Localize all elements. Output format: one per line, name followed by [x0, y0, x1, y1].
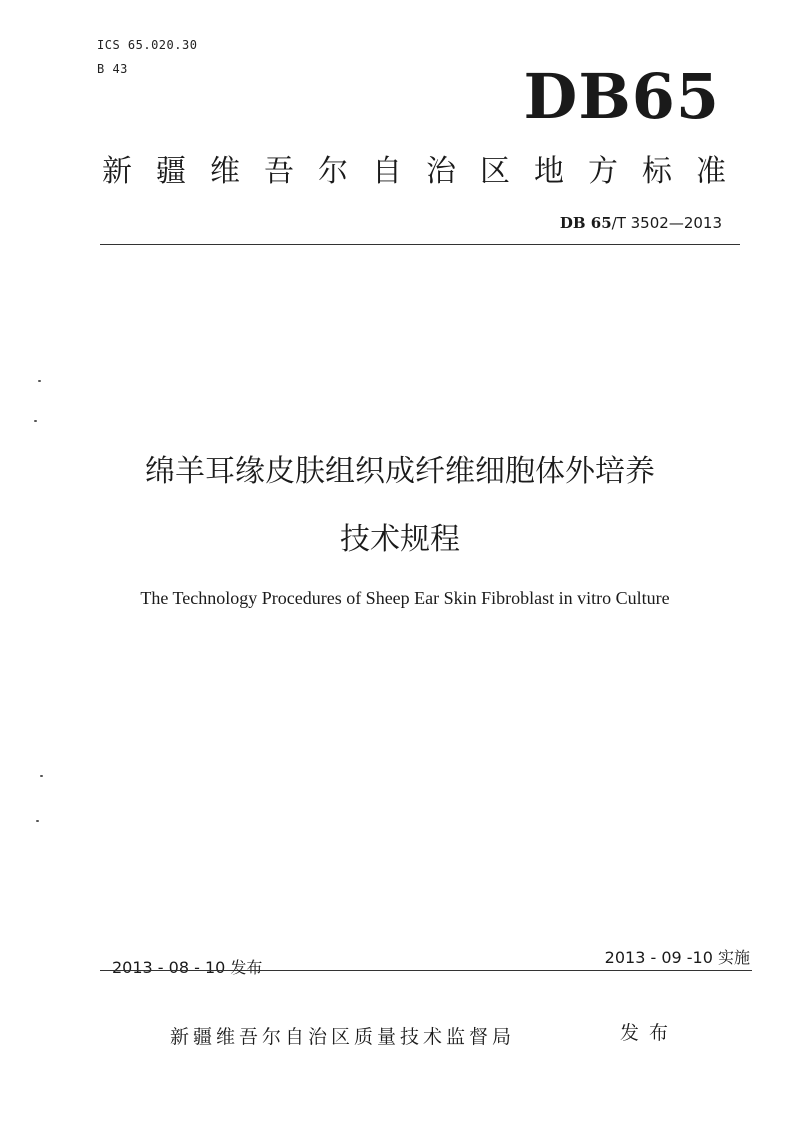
ics-code: ICS 65.020.30	[97, 38, 198, 52]
date-divider	[100, 970, 752, 971]
issuing-authority: 新疆维吾尔自治区质量技术监督局	[170, 1026, 516, 1048]
scan-speck	[38, 380, 41, 382]
document-title-line-2: 技术规程	[340, 522, 460, 557]
standard-number-rest: /T 3502—2013	[611, 214, 722, 232]
issue-date: 2013 - 08 - 10 发布	[112, 958, 263, 977]
standard-type-heading: 新疆维吾尔自治区地方标准	[102, 154, 750, 189]
document-title-line-1: 绵羊耳缘皮肤组织成纤维细胞体外培养	[145, 454, 655, 489]
header-divider	[100, 244, 740, 245]
scan-speck	[40, 775, 43, 777]
classification-code: B 43	[97, 62, 128, 76]
standard-number-prefix: DB 65	[559, 214, 612, 232]
implementation-date: 2013 - 09 -10 实施	[604, 948, 750, 967]
standard-number	[560, 214, 722, 232]
scan-speck	[36, 820, 39, 822]
english-title: The Technology Procedures of Sheep Ear Skin Fibroblast in vitro Culture	[140, 588, 670, 608]
scan-speck	[34, 420, 37, 422]
publish-label: 发布	[620, 1022, 679, 1044]
standard-logo: DB65	[523, 60, 720, 133]
